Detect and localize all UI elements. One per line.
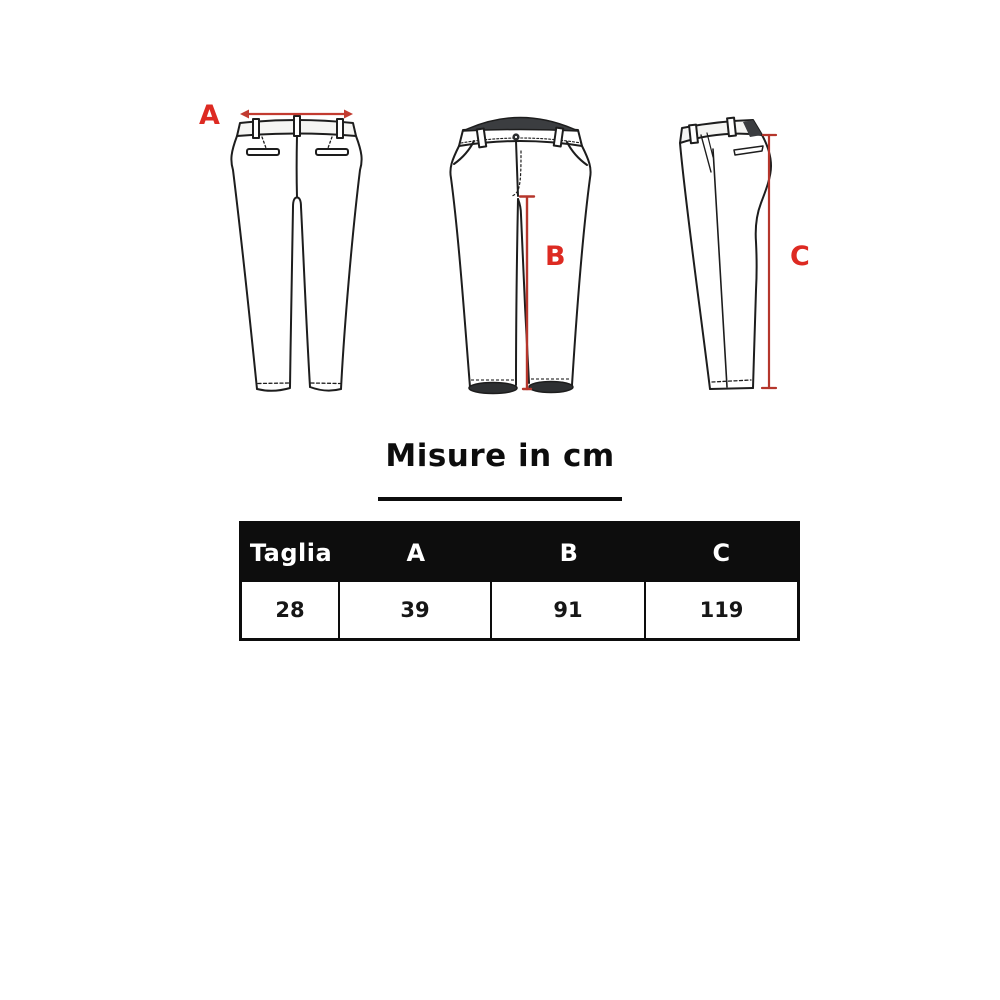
size-table-header-row	[242, 524, 797, 582]
header-cell-a: A	[406, 539, 426, 567]
back-hem-stitch-left	[258, 383, 289, 384]
size-table-data-row	[242, 582, 797, 638]
pants-back-view-illustration	[225, 100, 375, 405]
header-cell-b: B	[559, 539, 579, 567]
side-hem-stitch	[712, 380, 751, 382]
back-pocket-right	[316, 149, 348, 155]
back-hem-stitch-right	[311, 383, 340, 384]
size-table	[239, 521, 800, 641]
side-belt-loop-back	[727, 118, 736, 137]
side-crease-line	[713, 149, 727, 387]
front-belt-loop-right	[554, 128, 563, 147]
back-dart-left	[262, 137, 266, 148]
back-pocket-left	[247, 149, 279, 155]
measure-label-b: B	[545, 241, 566, 272]
header-cell-taglia: Taglia	[249, 539, 333, 567]
front-belt-loop-left	[477, 129, 486, 148]
side-belt-loop-front	[689, 125, 698, 144]
cell-b-value: 91	[492, 582, 646, 638]
front-outer-right-leg	[572, 146, 591, 385]
cell-c-value: 119	[699, 598, 744, 622]
front-hem-right	[529, 382, 573, 393]
front-hem-left	[469, 383, 517, 394]
front-outer-left-leg	[450, 146, 470, 387]
back-belt-loop	[294, 116, 300, 136]
back-hem-right	[310, 387, 341, 391]
front-button-highlight	[515, 136, 517, 138]
back-outer-right-leg	[341, 136, 362, 389]
back-dart-right	[328, 137, 332, 148]
back-hem-left	[257, 388, 290, 391]
cell-taglia-value: 28	[242, 582, 340, 638]
back-outer-left-leg	[231, 136, 257, 389]
pants-side-view-illustration	[660, 110, 790, 400]
measure-label-c: C	[790, 241, 810, 272]
header-cell-c: C	[712, 539, 731, 567]
side-hem	[710, 388, 753, 389]
pants-front-view-illustration	[445, 105, 605, 405]
front-inner-left-leg	[516, 199, 518, 385]
title-underline	[378, 497, 622, 501]
measure-label-a: A	[199, 100, 220, 131]
page-title: Misure in cm	[385, 438, 615, 474]
back-belt-loop	[337, 119, 343, 138]
cell-a-value: 39	[340, 582, 492, 638]
back-inner-legs	[290, 198, 310, 388]
side-front-edge	[680, 143, 710, 389]
side-welt-pocket	[734, 146, 763, 155]
back-belt-loop	[253, 119, 259, 138]
front-center-seam	[516, 141, 518, 196]
measure-c-line	[762, 135, 776, 388]
